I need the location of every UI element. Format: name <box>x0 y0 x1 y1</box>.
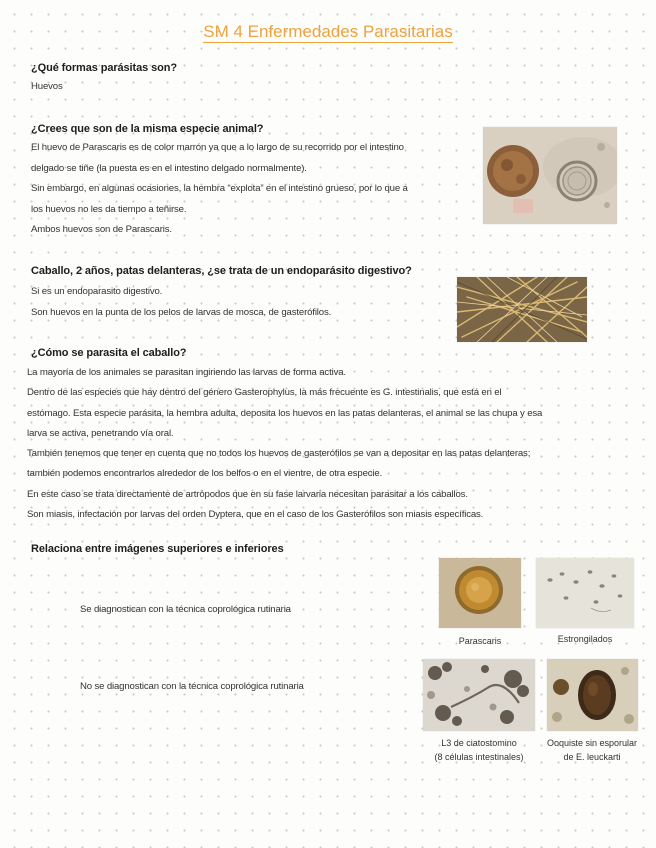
relate-images-heading: Relaciona entre imágenes superiores e inferiores <box>31 543 284 555</box>
text-line: larva se activa, penetrando vía oral. <box>27 427 174 439</box>
hair-eggs-photo <box>457 277 587 342</box>
answer-parasitism <box>27 363 542 525</box>
text-line: Dentro de las especies que hay dentro del género Gasterophylus, la más frecuente es G. intestinalis, que está en el <box>27 387 502 399</box>
diagnosed-routine-label: Se diagnostican con la técnica coprológica rutinaria <box>80 604 291 615</box>
text-line: Huevos <box>31 81 63 92</box>
question-forms-heading: ¿Qué formas parásitas son? <box>31 62 177 74</box>
l3-ciatostomino-photo <box>423 659 535 731</box>
ooquiste-caption <box>540 736 644 764</box>
estrongilados-photo <box>536 558 634 628</box>
estrongilados-caption: Estrongilados <box>557 634 613 644</box>
caption-line: de E. leuckarti <box>563 752 621 762</box>
text-line: también podemos encontrarlos alrededor de los belfos o en el vientre, de otra especie. <box>27 468 383 480</box>
parascaris-eggs-photo <box>483 127 617 224</box>
text-line: El huevo de Parascaris es de color marrón ya que a lo largo de su recorrido por el intestino <box>31 142 404 153</box>
text-line: estómago. Esta especie parásita, la hembra adulta, deposita los huevos en las patas delanteras, el animal se las chupa y esa <box>27 407 543 419</box>
question-horse-heading: Caballo, 2 años, patas delanteras, ¿se trata de un endoparásito digestivo? <box>31 265 412 277</box>
ooquiste-photo <box>547 659 638 731</box>
answer-horse <box>31 282 331 323</box>
page-title-text: SM 4 Enfermedades Parasitarias <box>203 22 453 41</box>
text-line: Son huevos en la punta de los pelos de larvas de mosca, de gasterófilos. <box>31 306 332 318</box>
l3-caption <box>418 736 540 764</box>
answer-species <box>31 138 408 241</box>
text-line: También tenemos que tener en cuenta que no todos los huevos de gasterófilos se van a depositar en las patas delanteras; <box>27 448 531 460</box>
text-line: Sin embargo, en algunas ocasiones, la hembra “explota” en el intestino grueso, por lo que a <box>31 183 408 194</box>
caption-line: (8 células intestinales) <box>434 752 524 762</box>
question-parasitism-heading: ¿Cómo se parasita el caballo? <box>31 347 187 359</box>
text-line: La mayoría de los animales se parasitan ingiriendo las larvas de forma activa. <box>27 367 346 378</box>
text-line: delgado se tiñe (la puesta es en el intestino delgado normalmente). <box>31 162 307 174</box>
page-title <box>0 22 656 42</box>
parascaris-caption: Parascaris <box>458 636 502 646</box>
caption-line: L3 de ciatostomino <box>441 738 517 748</box>
text-line: En este caso se trata directamente de artrópodos que en su fase larvaria necesitan parasitar a los caballos. <box>27 488 468 500</box>
text-line: Si es un endoparasito digestivo. <box>31 286 163 297</box>
parascaris-photo <box>439 558 521 628</box>
question-species-heading: ¿Crees que son de la misma especie animal? <box>31 123 264 135</box>
not-diagnosed-routine-label: No se diagnostican con la técnica coprológica rutinaria <box>80 681 304 692</box>
text-line: los huevos no les da tiempo a teñirse. <box>31 203 187 215</box>
text-line: Ambos huevos son de Parascaris. <box>31 224 172 235</box>
caption-line: Ooquiste sin esporular <box>546 738 638 748</box>
text-line: Son miasis, infectación por larvas del orden Dyptera, que en el caso de los Gasterófilos son miasis específicas. <box>27 509 484 521</box>
answer-forms <box>31 77 63 98</box>
